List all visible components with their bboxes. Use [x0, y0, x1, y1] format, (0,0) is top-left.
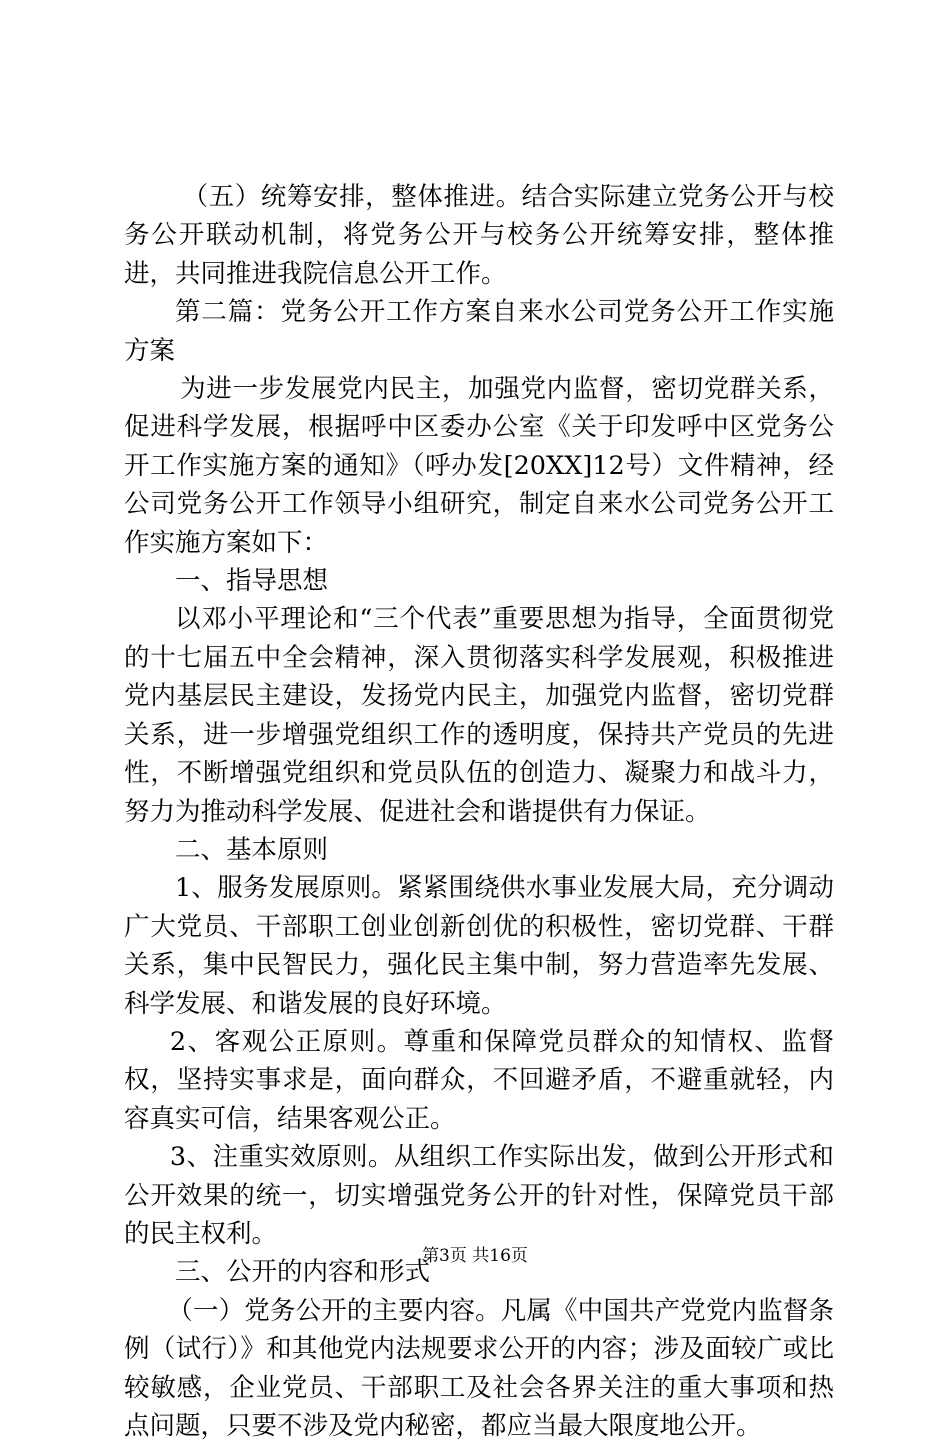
paragraph-guiding-ideology: 以邓小平理论和“三个代表”重要思想为指导，全面贯彻党的十七届五中全会精神，深入贯彻落实科学发展观，积极推进党内基层民主建设，发扬党内民主，加强党内监督，密切党群关系，进一步增强党组织工作的透明度，保持共产党员的先进性，不断增强党组织和党员队伍的创造力、凝聚力和战斗力，努力为推动科学发展、促进社会和谐提供有力保证。: [124, 604, 834, 827]
paragraph-introduction: 为进一步发展党内民主，加强党内监督，密切党群关系，促进科学发展，根据呼中区委办公室《关于印发呼中区党务公开工作实施方案的通知》（呼办发[20XX]12号）文件精神，经公司党务公开工作领导小组研究，制定自来水公司党务公开工作实施方案如下：: [124, 374, 834, 558]
page-number-footer: 第3页 共16页: [422, 1246, 528, 1266]
section-heading-guiding-ideology: 一、指导思想: [175, 566, 329, 597]
chapter-heading-part-two: 第二篇：党务公开工作方案自来水公司党务公开工作实施方案: [124, 297, 834, 366]
paragraph-section-five: （五）统筹安排，整体推进。结合实际建立党务公开与校务公开联动机制，将党务公开与校务公开统筹安排，整体推进，共同推进我院信息公开工作。: [124, 182, 834, 289]
paragraph-principle-three: 3、注重实效原则。从组织工作实际出发，做到公开形式和公开效果的统一，切实增强党务公开的针对性，保障党员干部的民主权利。: [124, 1142, 834, 1249]
section-heading-basic-principles: 二、基本原则: [175, 834, 329, 865]
paragraph-principle-one: 1、服务发展原则。紧紧围绕供水事业发展大局，充分调动广大党员、干部职工创业创新创优的积极性，密切党群、干群关系，集中民智民力，强化民主集中制，努力营造率先发展、科学发展、和谐发展的良好环境。: [124, 873, 834, 1019]
paragraph-main-content: （一）党务公开的主要内容。凡属《中国共产党党内监督条例（试行）》和其他党内法规要求公开的内容；涉及面较广或比较敏感，企业党员、干部职工及社会各界关注的重大事项和热点问题，只要不涉及党内秘密，都应当最大限度地公开。: [124, 1295, 834, 1441]
paragraph-principle-two: 2、客观公正原则。尊重和保障党员群众的知情权、监督权，坚持实事求是，面向群众，不回避矛盾，不避重就轻，内容真实可信，结果客观公正。: [124, 1026, 834, 1134]
section-heading-content-and-form: 三、公开的内容和形式: [175, 1257, 431, 1288]
